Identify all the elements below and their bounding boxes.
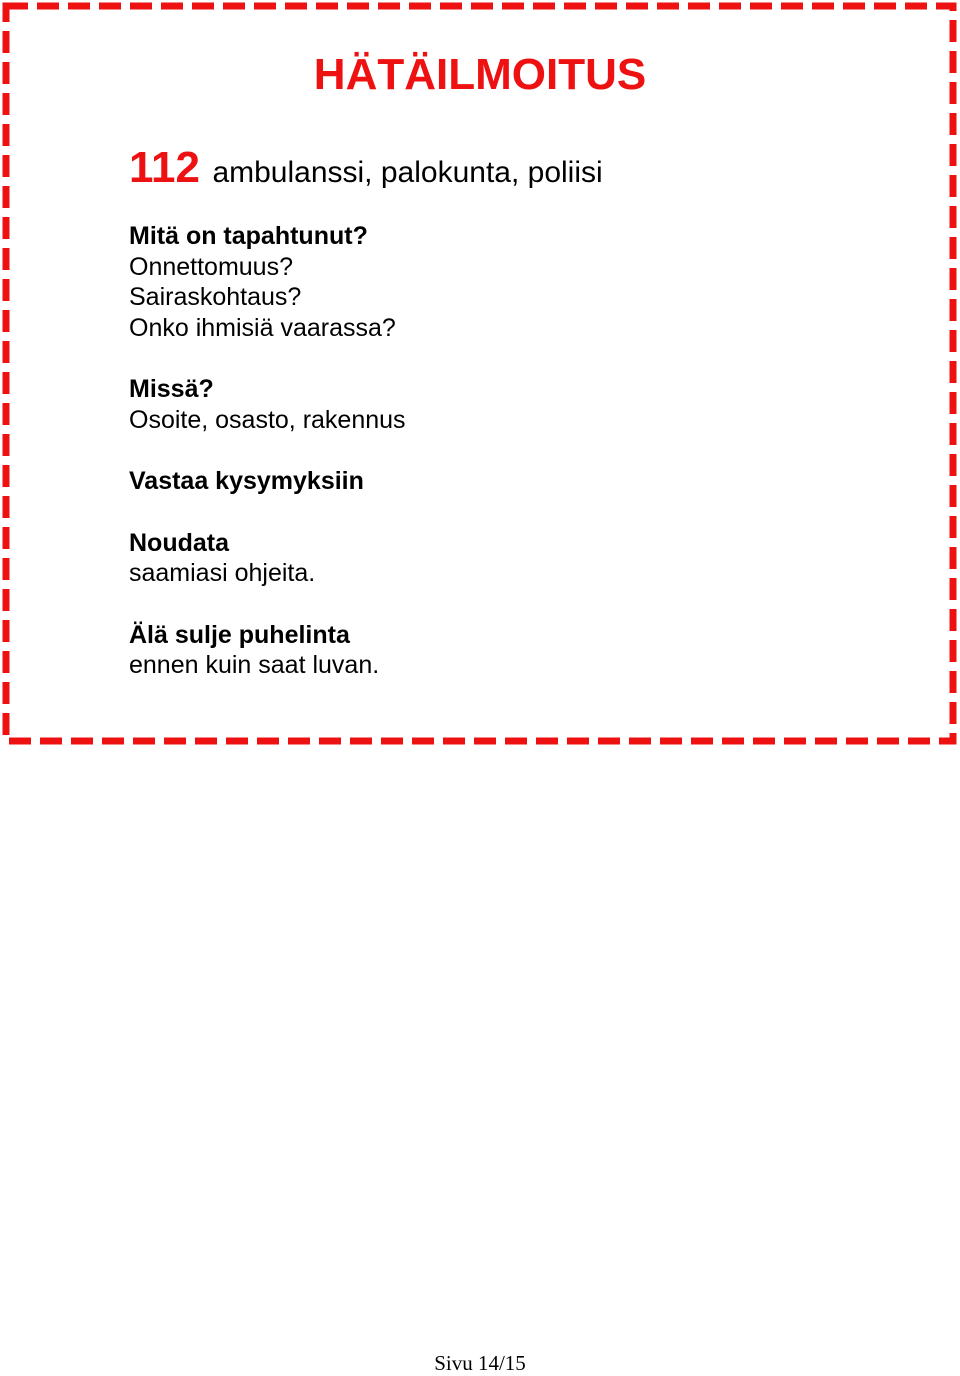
section-answer-questions	[129, 466, 406, 497]
emergency-number-line	[129, 140, 603, 206]
section-line: saamiasi ohjeita.	[129, 559, 316, 587]
section-heading: Missä?	[129, 375, 214, 403]
emergency-number: 112	[129, 143, 200, 192]
section-where	[129, 374, 406, 435]
section-line: Onnettomuus?	[129, 252, 293, 281]
emergency-services: ambulanssi, palokunta, poliisi	[212, 156, 603, 189]
section-what-happened	[129, 221, 406, 343]
section-follow-instructions	[129, 528, 406, 589]
section-heading: Mitä on tapahtunut?	[129, 222, 368, 250]
instructions	[129, 221, 406, 681]
section-line: Osoite, osasto, rakennus	[129, 405, 406, 434]
section-heading: Noudata	[129, 528, 229, 557]
section-heading: Vastaa kysymyksiin	[129, 467, 364, 495]
section-line: Sairaskohtaus?	[129, 283, 302, 311]
notice-title: HÄTÄILMOITUS	[313, 50, 647, 99]
section-line: ennen kuin saat luvan.	[129, 651, 380, 679]
section-do-not-hang-up	[129, 620, 406, 681]
section-heading: Älä sulje puhelinta	[129, 620, 350, 649]
section-line: Onko ihmisiä vaarassa?	[129, 313, 396, 342]
page-number: Sivu 14/15	[434, 1351, 526, 1375]
